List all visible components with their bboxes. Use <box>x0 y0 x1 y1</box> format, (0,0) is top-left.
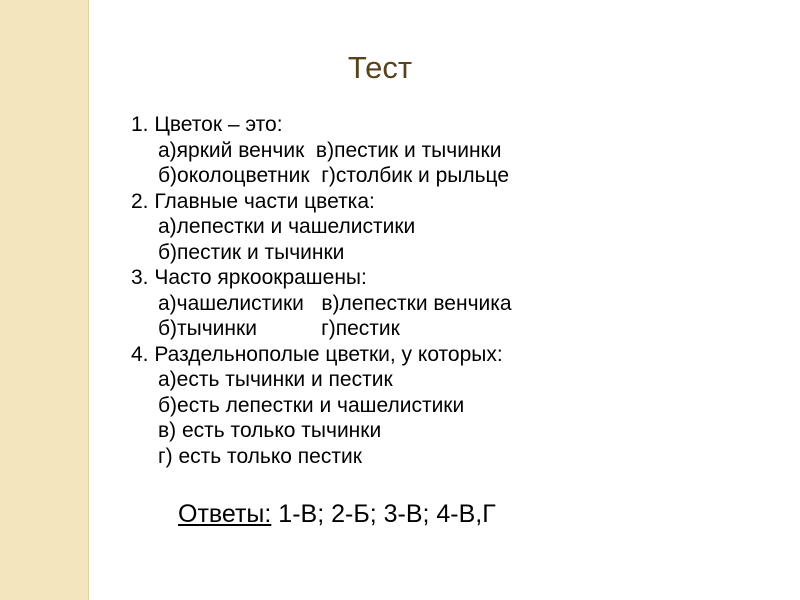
question-4-option-a: а)есть тычинки и пестик <box>158 368 393 391</box>
question-4-option-g: г) есть только пестик <box>158 444 362 468</box>
question-2: 2. Главные части цветка: <box>131 189 375 213</box>
question-4: 4. Раздельнополые цветки, у которых: <box>131 342 503 366</box>
answers-value: 1-В; 2-Б; 3-В; 4-В,Г <box>271 500 496 528</box>
page-title <box>0 50 760 86</box>
answers-line <box>178 500 496 529</box>
answers-label: Ответы: <box>178 500 272 528</box>
question-1: 1. Цветок – это: <box>131 113 283 136</box>
question-4-option-v: в) есть только тычинки <box>158 419 382 442</box>
question-2-option-line-1: а)лепестки и чашелистики <box>158 215 416 238</box>
question-4-option-b: б)есть лепестки и чашелистики <box>158 393 465 417</box>
question-1-option-line-1: а)яркий венчик в)пестик и тычинки <box>158 138 502 162</box>
decorative-sidebar <box>0 0 89 600</box>
question-3: 3. Часто яркоокрашены: <box>131 266 367 289</box>
test-questions <box>131 112 771 469</box>
title-text: Тест <box>347 50 413 85</box>
question-2-option-line-2: б)пестик и тычинки <box>158 240 345 264</box>
question-1-option-line-2: б)околоцветник г)столбик и рыльце <box>158 164 510 187</box>
question-3-option-line-2: б)тычинки г)пестик <box>158 317 400 340</box>
question-3-option-line-1: а)чашелистики в)лепестки венчика <box>158 291 512 315</box>
